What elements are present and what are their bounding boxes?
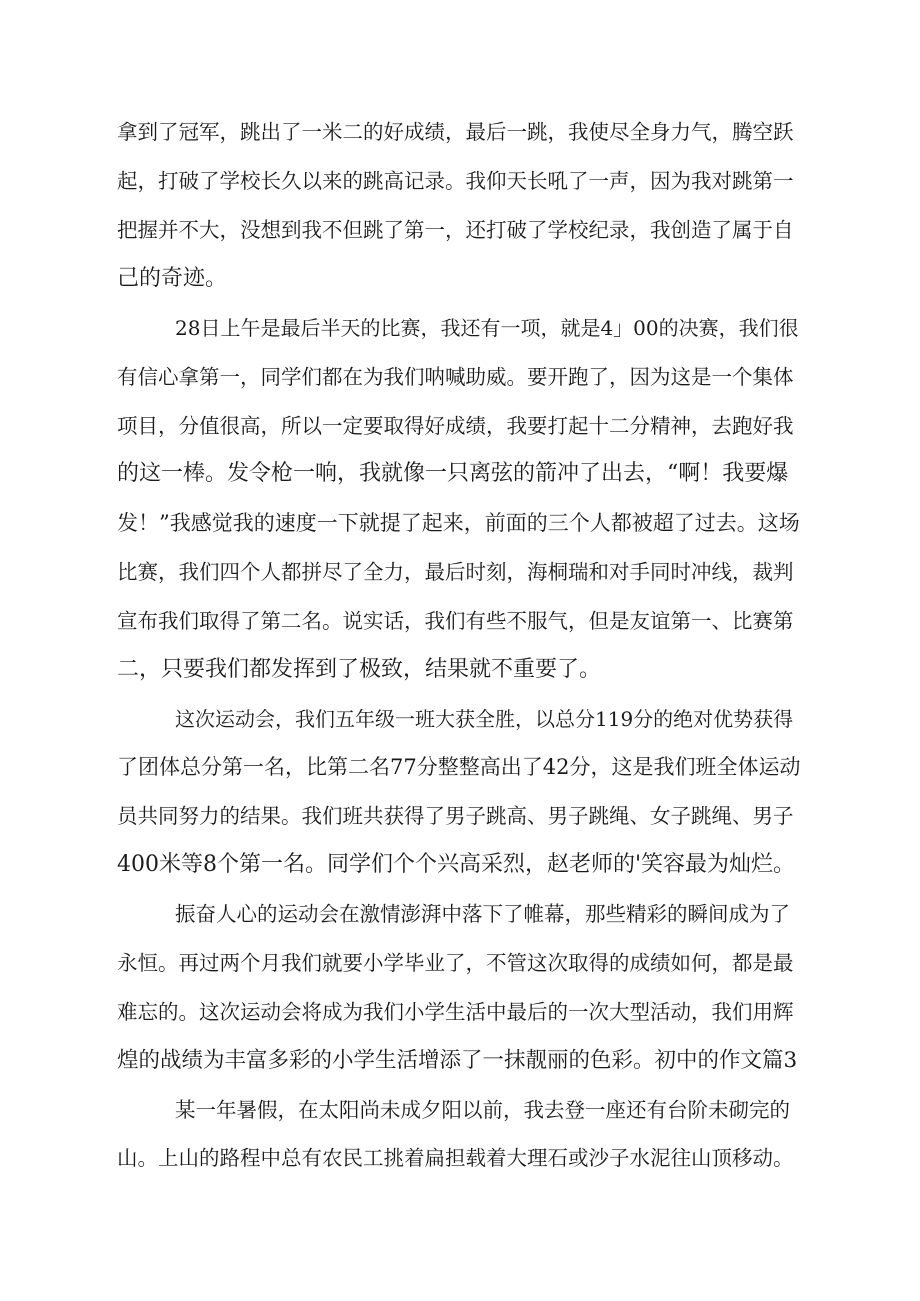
text-line: 项目，分值很高，所以一定要取得好成绩，我要打起十二分精神，去跑好我 [117,414,794,438]
text-line: 了团体总分第一名，比第二名77分整整高出了42分，这是我们班全体运动 [117,755,801,779]
text-line: 比赛，我们四个人都拼尽了全力，最后时刻，海桐瑞和对手同时冲线，裁判 [117,560,794,584]
text-line: 难忘的。这次运动会将成为我们小学生活中最后的一次大型活动，我们用辉 [117,1000,794,1024]
text-line: 这次运动会，我们五年级一班大获全胜，以总分119分的绝对优势获得 [175,707,794,731]
text-line: 永恒。再过两个月我们就要小学毕业了，不管这次取得的成绩如何，都是最 [117,951,794,975]
text-line: 发！”我感觉我的速度一下就提了起来，前面的三个人都被超了过去。这场 [117,511,800,535]
text-line: 某一年暑假，在太阳尚未成夕阳以前，我去登一座还有台阶未砌完的 [175,1098,790,1122]
text-line: 起，打破了学校长久以来的跳高记录。我仰天长吼了一声，因为我对跳第一 [117,169,794,193]
text-line: 煌的战绩为丰富多彩的小学生活增添了一抹靓丽的色彩。初中的作文篇3 [117,1048,798,1073]
text-line: 员共同努力的结果。我们班共获得了男子跳高、男子跳绳、女子跳绳、男子 [117,804,794,828]
text-line: 振奋人心的运动会在激情澎湃中落下了帷幕，那些精彩的瞬间成为了 [175,902,790,926]
text-line: 400米等8个第一名。同学们个个兴高采烈，赵老师的'笑容最为灿烂。 [117,852,796,877]
text-line: 山。上山的路程中总有农民工挑着扁担载着大理石或沙子水泥往山顶移动。 [117,1146,794,1170]
text-line: 的这一棒。发令枪一响，我就像一只离弦的箭冲了出去，“啊！我要爆 [117,461,789,486]
text-line: 28日上午是最后半天的比赛，我还有一项，就是4」00的决赛，我们很 [175,316,799,340]
text-line: 二，只要我们都发挥到了极致，结果就不重要了。 [117,657,602,682]
text-line: 己的奇迹。 [117,266,228,291]
text-line: 拿到了冠军，跳出了一米二的好成绩，最后一跳，我使尽全身力气，腾空跃 [117,120,794,144]
text-line: 有信心拿第一，同学们都在为我们呐喊助威。要开跑了，因为这是一个集体 [117,365,794,389]
text-line: 把握并不大，没想到我不但跳了第一，还打破了学校纪录，我创造了属于自 [117,218,794,242]
text-line: 宣布我们取得了第二名。说实话，我们有些不服气，但是友谊第一、比赛第 [117,609,794,633]
